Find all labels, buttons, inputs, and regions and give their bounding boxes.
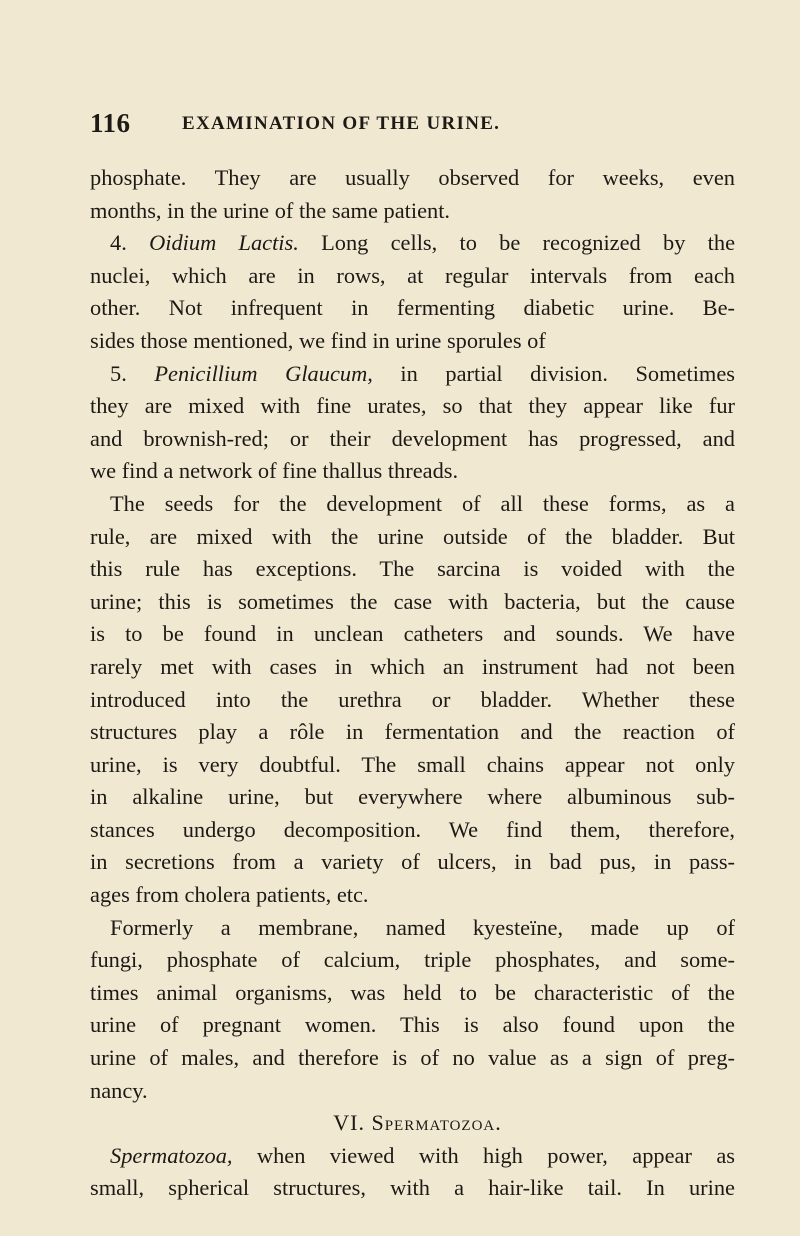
body-text xyxy=(90,162,735,1205)
text-line: nuclei, which are in rows, at regular intervals from each xyxy=(90,262,735,288)
text-line: and brownish-red; or their development has progressed, and xyxy=(90,425,735,451)
text-line: Formerly a membrane, named kyesteïne, made up of xyxy=(110,914,735,940)
text-fragment: when viewed with high power, appear as xyxy=(256,1142,735,1168)
item-number: 4. xyxy=(110,230,127,256)
text-line: urine, is very doubtful. The small chains appear not only xyxy=(90,751,735,777)
paragraph-continuation xyxy=(90,162,735,227)
text-line: other. Not infrequent in fermenting diabetic urine. Be- xyxy=(90,295,735,321)
text-line: The seeds for the development of all these forms, as a xyxy=(110,490,735,516)
paragraph-spermatozoa xyxy=(90,1140,735,1205)
text-line: they are mixed with fine urates, so that they appear like fur xyxy=(90,393,735,419)
text-line: fungi, phosphate of calcium, triple phosphates, and some- xyxy=(90,947,735,973)
text-line: times animal organisms, was held to be characteristic of the xyxy=(90,979,735,1005)
paragraph-oidium xyxy=(90,227,735,357)
text-line: nancy. xyxy=(90,1077,148,1103)
text-line: is to be found in unclean catheters and sounds. We have xyxy=(90,621,735,647)
text-line: we find a network of fine thallus threads. xyxy=(90,458,459,484)
running-title: EXAMINATION OF THE URINE. xyxy=(182,113,501,134)
text-line xyxy=(90,227,735,260)
text-fragment: in partial division. Sometimes xyxy=(400,360,735,386)
text-line: phosphate. They are usually observed for weeks, even xyxy=(90,165,735,190)
text-line: months, in the urine of the same patient. xyxy=(90,197,451,223)
text-line: stances undergo decomposition. We find them, therefore, xyxy=(90,816,735,842)
text-line: urine; this is sometimes the case with bacteria, but the cause xyxy=(90,588,735,614)
text-line: rarely met with cases in which an instrument had not been xyxy=(90,653,735,679)
section-number: VI. xyxy=(333,1110,365,1136)
text-line xyxy=(90,358,735,391)
species-name: Penicillium Glaucum, xyxy=(154,360,373,386)
text-line: sides those mentioned, we find in urine sporules of xyxy=(90,327,546,353)
text-line: in secretions from a variety of ulcers, in bad pus, in pass- xyxy=(90,849,735,875)
term-name: Spermatozoa, xyxy=(110,1142,233,1168)
item-number: 5. xyxy=(110,360,127,386)
text-fragment: Long cells, to be recognized by the xyxy=(321,230,736,256)
text-line: small, spherical structures, with a hair-like tail. In urine xyxy=(90,1175,735,1201)
text-line: this rule has exceptions. The sarcina is voided with the xyxy=(90,556,735,582)
text-line: introduced into the urethra or bladder. Whether these xyxy=(90,686,735,712)
text-line: ages from cholera patients, etc. xyxy=(90,882,369,908)
text-line: urine of pregnant women. This is also found upon the xyxy=(90,1012,735,1038)
paragraph-seeds xyxy=(90,488,735,912)
species-name: Oidium Lactis. xyxy=(149,230,299,256)
text-line xyxy=(90,1140,735,1173)
page-number: 116 xyxy=(90,108,131,138)
text-line: structures play a rôle in fermentation and the reaction of xyxy=(90,719,735,745)
running-head xyxy=(90,108,735,148)
section-title: Spermatozoa. xyxy=(371,1110,502,1136)
text-line: rule, are mixed with the urine outside of the bladder. But xyxy=(90,523,735,549)
paragraph-kyesteine xyxy=(90,912,735,1108)
section-heading xyxy=(90,1107,735,1140)
paragraph-penicillium xyxy=(90,358,735,488)
text-line: in alkaline urine, but everywhere where albuminous sub- xyxy=(90,784,735,810)
text-line: urine of males, and therefore is of no value as a sign of preg- xyxy=(90,1045,735,1071)
